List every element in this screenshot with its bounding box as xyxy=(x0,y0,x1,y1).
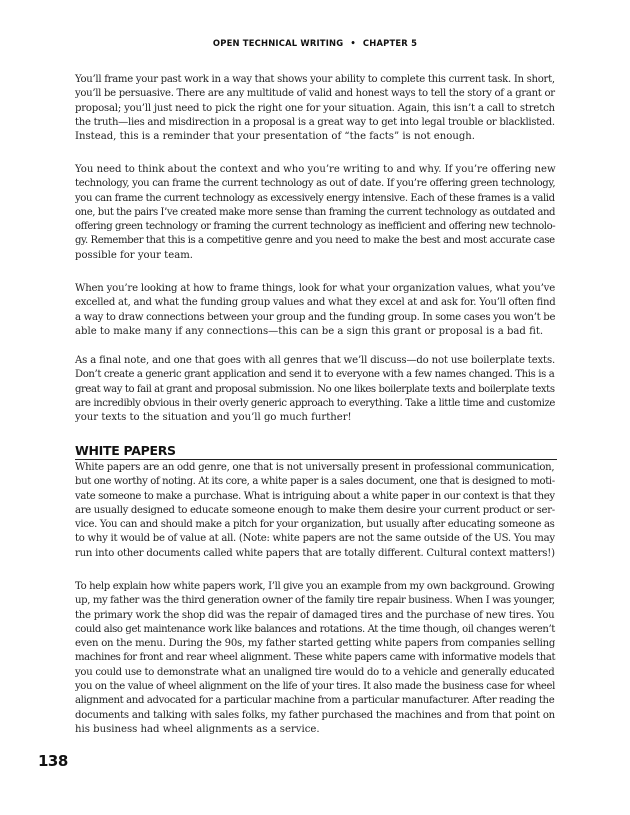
text-line: alignment and advocated for a particular machine from a particular manufacturer. After reading the xyxy=(75,695,555,707)
text-line: documents and talking with sales folks, my father purchased the machines and from that point on xyxy=(75,709,555,721)
text-line: proposal; you’ll just need to pick the right one for your situation. Again, this isn’t a call to stretch xyxy=(75,102,555,114)
text-line: Don’t create a generic grant application and send it to everyone with a few names changed. This is a xyxy=(75,369,555,381)
text-line: great way to fail at grant and proposal submission. No one likes boilerplate texts and boilerplate texts xyxy=(75,383,555,395)
text-line: up, my father was the third generation owner of the family tire repair business. When I was younger, xyxy=(75,595,555,607)
text-line: As a final note, and one that goes with all genres that we’ll discuss—do not use boilerplate texts. xyxy=(75,355,555,366)
text-line: machines for front and rear wheel alignment. These white papers came with informative models that xyxy=(75,652,556,664)
text-line: but one worthy of noting. At its core, a white paper is a sales document, one that is designed to moti- xyxy=(75,476,555,488)
text-line: excelled at, and what the funding group values and what they excel at and ask for. You’ll often find xyxy=(75,297,556,309)
text-line: possible for your team. xyxy=(75,249,193,261)
paragraph-framing-values xyxy=(75,282,557,339)
text-line: Instead, this is a reminder that your presentation of “the facts” is not enough. xyxy=(75,131,476,143)
paragraph-context xyxy=(75,163,557,263)
text-line: You need to think about the context and who you’re writing to and why. If you’re offering new xyxy=(75,164,556,175)
text-line: you could use to demonstrate what an unaligned tire would do to a vehicle and generally educated xyxy=(75,666,555,678)
header-separator: • xyxy=(350,38,356,48)
text-line: gy. Remember that this is a competitive genre and you need to make the best and most accurate case xyxy=(75,235,555,247)
section-heading-white-papers: WHITE PAPERS xyxy=(75,443,557,460)
text-line: even on the menu. During the 90s, my father started getting white papers from companies selling xyxy=(75,638,556,650)
paragraph-white-papers-example xyxy=(75,580,557,737)
text-line: To help explain how white papers work, I’ll give you an example from my own background. Growing xyxy=(75,581,555,592)
text-line: your texts to the situation and you’ll go much further! xyxy=(75,412,352,424)
text-line: you on the value of wheel alignment on the life of your tires. It also made the business case for wheel xyxy=(75,681,555,693)
text-line: his business had wheel alignments as a service. xyxy=(75,723,320,735)
paragraph-framing-past-work xyxy=(75,73,557,144)
text-line: the primary work the shop did was the repair of damaged tires and the purchase of new tires. You xyxy=(75,609,555,621)
text-line: vice. You can and should make a pitch for your organization, but usually after educating someone as xyxy=(75,519,555,531)
text-line: a way to draw connections between your group and the funding group. In some cases you won’t be xyxy=(75,311,556,323)
text-line: the truth—lies and misdirection in a proposal is a great way to get into legal trouble or blacklisted. xyxy=(75,116,555,128)
text-line: are usually designed to educate someone enough to make them desire your current product or ser- xyxy=(75,504,555,516)
page-number: 138 xyxy=(38,752,68,770)
text-line: you’ll be persuasive. There are any multitude of valid and honest ways to tell the story of a grant or xyxy=(75,88,555,100)
text-line: White papers are an odd genre, one that is not universally present in professional communication, xyxy=(75,462,555,473)
text-line: technology, you can frame the current technology as out of date. If you’re offering green technology, xyxy=(75,178,556,190)
text-line: offering green technology or framing the current technology as inefficient and offering new technolo- xyxy=(75,221,556,233)
paragraph-white-papers-intro xyxy=(75,461,557,561)
text-line: vate someone to make a purchase. What is intriguing about a white paper in our context is that they xyxy=(75,490,555,502)
text-line: you can frame the current technology as excessively energy intensive. Each of these frames is a valid xyxy=(75,192,555,204)
text-line: are incredibly obvious in their overly generic approach to everything. Take a little time and customize xyxy=(75,397,555,409)
text-line: You’ll frame your past work in a way that shows your ability to complete this current task. In short, xyxy=(75,74,555,85)
text-line: When you’re looking at how to frame things, look for what your organization values, what you’ve xyxy=(75,283,555,294)
text-line: one, but the pairs I’ve created make more sense than framing the current technology as outdated and xyxy=(75,206,556,218)
text-line: run into other documents called white papers that are totally different. Cultural context matters!) xyxy=(75,547,555,559)
text-line: able to make many if any connections—this can be a sign this grant or proposal is a bad fit. xyxy=(75,325,544,337)
running-header xyxy=(0,38,630,48)
paragraph-boilerplate xyxy=(75,354,557,425)
text-line: could also get maintenance work like balances and rotations. At the time though, oil changes weren’t xyxy=(75,623,555,635)
book-title: OPEN TECHNICAL WRITING xyxy=(212,38,344,48)
text-line: to why it would be of value at all. (Note: white papers are not the same outside of the US. You may xyxy=(75,533,555,545)
chapter-label: CHAPTER 5 xyxy=(362,38,418,48)
